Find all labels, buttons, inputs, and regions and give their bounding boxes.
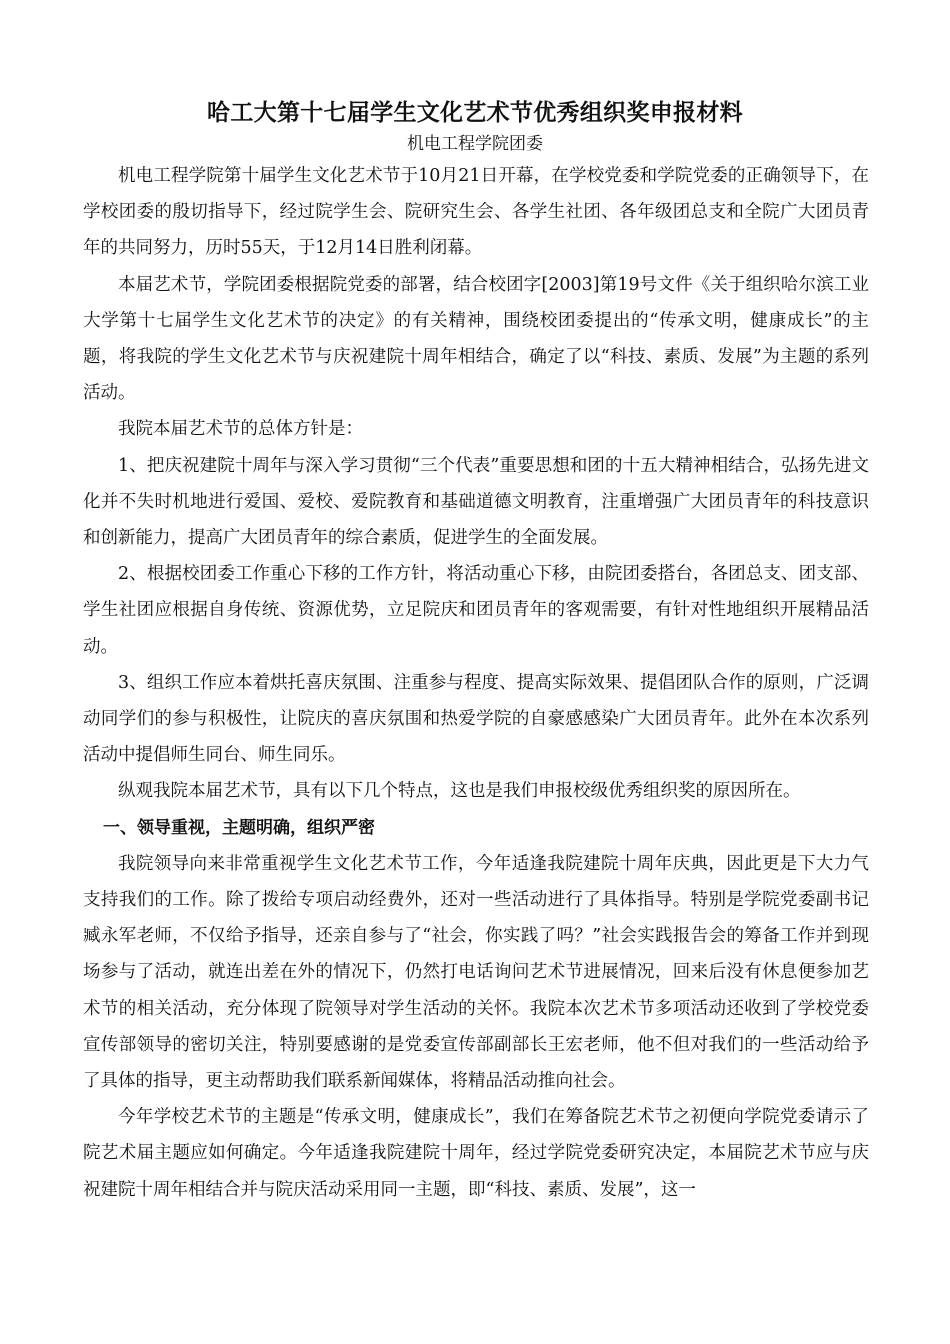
paragraph-policy-1: 1、把庆祝建院十周年与深入学习贯彻“三个代表”重要思想和团的十五大精神相结合，弘扬先进文化并不失时机地进行爱国、爱校、爱院教育和基础道德文明教育，注重增强广大团员青年的科技意识和创新能力，提高广大团员青年的综合素质，促进学生的全面发展。 (83, 455, 869, 549)
document-body (83, 158, 869, 1208)
document-title: 哈工大第十七届学生文化艺术节优秀组织奖申报材料 (207, 100, 743, 126)
paragraph-policy-2: 2、根据校团委工作重心下移的工作方针，将活动重心下移，由院团委搭台，各团总支、团支部、学生社团应根据自身传统、资源优势，立足院庆和团员青年的客观需要，有针对性地组织开展精品活动。 (83, 564, 869, 657)
document-subtitle: 机电工程学院团委 (407, 134, 543, 154)
paragraph-theme: 本届艺术节，学院团委根据院党委的部署，结合校团字[2003]第19号文件《关于组织哈尔滨工业大学第十七届学生文化艺术节的决定》的有关精神，围绕校团委提出的“传承文明，健康成长”的主题，将我院的学生文化艺术节与庆祝建院十周年相结合，确定了以“科技、素质、发展”为主题的系列活动。 (83, 274, 869, 404)
paragraph-opening: 机电工程学院第十届学生文化艺术节于10月21日开幕，在学校党委和学院党委的正确领导下，在学校团委的殷切指导下，经过院学生会、院研究生会、各学生社团、各年级团总支和全院广大团员青年的共同努力，历时55天，于12月14日胜利闭幕。 (83, 166, 869, 259)
paragraph-section1-theme: 今年学校艺术节的主题是“传承文明，健康成长”，我们在筹备院艺术节之初便向学院党委请示了院艺术届主题应如何确定。今年适逢我院建院十周年，经过学院党委研究决定，本届院艺术节应与庆祝建院十周年相结合并与院庆活动采用同一主题，即“科技、素质、发展”，这一 (83, 1107, 869, 1200)
paragraph-policy-3: 3、组织工作应本着烘托喜庆氛围、注重参与程度、提高实际效果、提倡团队合作的原则，广泛调动同学们的参与积极性，让院庆的喜庆氛围和热爱学院的自豪感感染广大团员青年。此外在本次系列活动中提倡师生同台、师生同乐。 (83, 672, 869, 766)
paragraph-features-intro: 纵观我院本届艺术节，具有以下几个特点，这也是我们申报校级优秀组织奖的原因所在。 (118, 781, 801, 802)
paragraph-section1-leadership: 我院领导向来非常重视学生文化艺术节工作，今年适逢我院建院十周年庆典，因此更是下大力气支持我们的工作。除了拨给专项启动经费外，还对一些活动进行了具体指导。特别是学院党委副书记臧永军老师，不仅给予指导，还亲自参与了“社会，你实践了吗？”社会实践报告会的筹备工作并到现场参与了活动，就连出差在外的情况下，仍然打电话询问艺术节进展情况，回来后没有休息便参加艺术节的相关活动，充分体现了院领导对学生活动的关怀。我院本次艺术节多项活动还收到了学校党委宣传部领导的密切关注，特别要感谢的是党委宣传部副部长王宏老师，他不但对我们的一些活动给予了具体的指导，更主动帮助我们联系新闻媒体，将精品活动推向社会。 (83, 853, 869, 1092)
section-heading-1: 一、领导重视，主题明确，组织严密 (103, 817, 375, 838)
paragraph-policy-intro: 我院本届艺术节的总体方针是： (118, 419, 363, 440)
